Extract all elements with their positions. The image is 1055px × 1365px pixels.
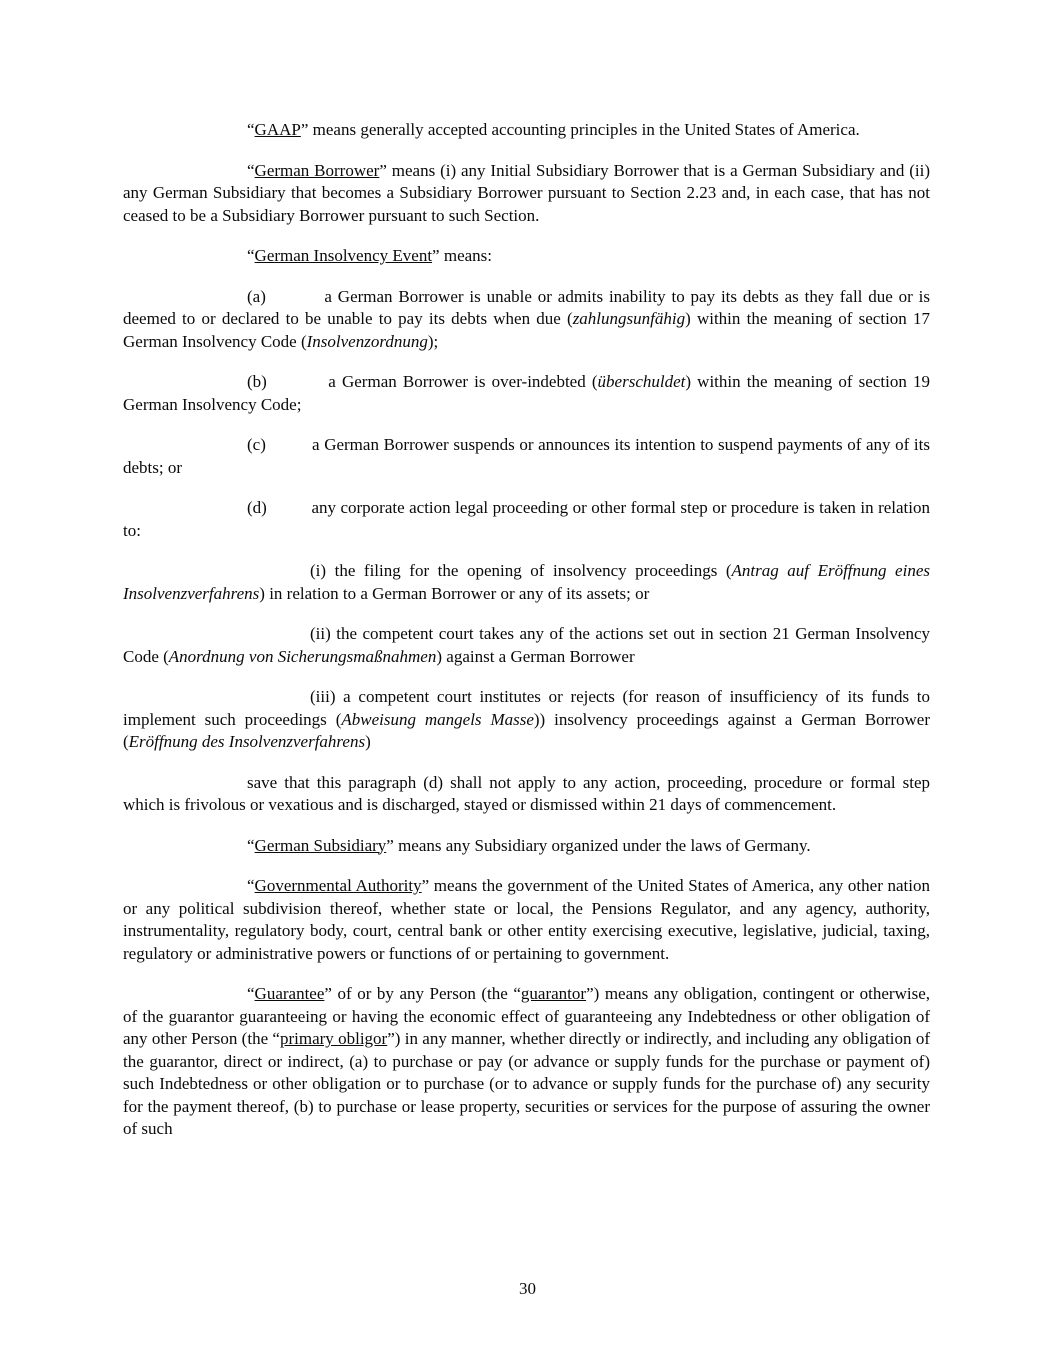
clause-d-ii: (ii) the competent court takes any of the actions set out in section 21 German Insolvency Code (Anordnung von Sicherungsmaßnahmen) against a German Borrower [123, 624, 930, 666]
clause-d-i: (i) the filing for the opening of insolvency proceedings (Antrag auf Eröffnung eines Insolvenzverfahrens) in relation to a German Borrower or any of its assets; or [123, 561, 930, 603]
clause-b: (b) a German Borrower is over-indebted (überschuldet) within the meaning of section 19 German Insolvency Code; [123, 372, 930, 414]
clause-d: (d) any corporate action legal proceeding or other formal step or procedure is taken in relation to: [123, 498, 930, 540]
definition-governmental-authority: “Governmental Authority” means the government of the United States of America, any other nation or any political subdivision thereof, whether state or local, the Pensions Regulator, and any agency, authority, instrumentality, regulatory body, court, central bank or other entity exercising executive, legislative, judicial, taxing, regulatory or administrative powers or functions of or pertaining to government. [123, 876, 930, 963]
clause-d-iii: (iii) a competent court institutes or rejects (for reason of insufficiency of its funds to implement such proceedings (Abweisung mangels Masse)) insolvency proceedings against a German Borrower (Eröffnung des Insolvenzverfahrens) [123, 687, 930, 751]
definition-german-subsidiary: “German Subsidiary” means any Subsidiary organized under the laws of Germany. [247, 835, 811, 855]
definition-gaap: “GAAP” means generally accepted accounting principles in the United States of America. [247, 120, 860, 139]
page-number: 30 [519, 1279, 536, 1298]
definition-german-borrower: “German Borrower” means (i) any Initial Subsidiary Borrower that is a German Subsidiary and (ii) any German Subsidiary that becomes a Subsidiary Borrower pursuant to Section 2.23 and, in each case, that has not ceased to be a Subsidiary Borrower pursuant to such Section. [123, 160, 930, 225]
clause-a: (a) a German Borrower is unable or admits inability to pay its debts as they fall due or is deemed to or declared to be unable to pay its debts when due (zahlungsunfähig) within the meaning of section 17 German Insolvency Code (Insolvenzordnung); [123, 286, 930, 351]
clause-d-proviso: save that this paragraph (d) shall not apply to any action, proceeding, procedure or formal step which is frivolous or vexatious and is discharged, stayed or dismissed within 21 days of commencement. [123, 772, 930, 814]
clause-c: (c) a German Borrower suspends or announces its intention to suspend payments of any of its debts; or [123, 435, 930, 477]
definition-guarantee: “Guarantee” of or by any Person (the “guarantor”) means any obligation, contingent or otherwise, of the guarantor guaranteeing or having the economic effect of guaranteeing any Indebtedness or other obligation of any other Person (the “primary obligor”) in any manner, whether directly or indirectly, and including any obligation of the guarantor, direct or indirect, (a) to purchase or pay (or advance or supply funds for the purchase or payment of) such Indebtedness or other obligation or to purchase (or to advance or supply funds for the purchase of) any security for the payment thereof, (b) to purchase or lease property, securities or services for the purpose of assuring the owner of such [123, 984, 930, 1138]
definition-german-insolvency-event: “German Insolvency Event” means: [247, 246, 492, 265]
